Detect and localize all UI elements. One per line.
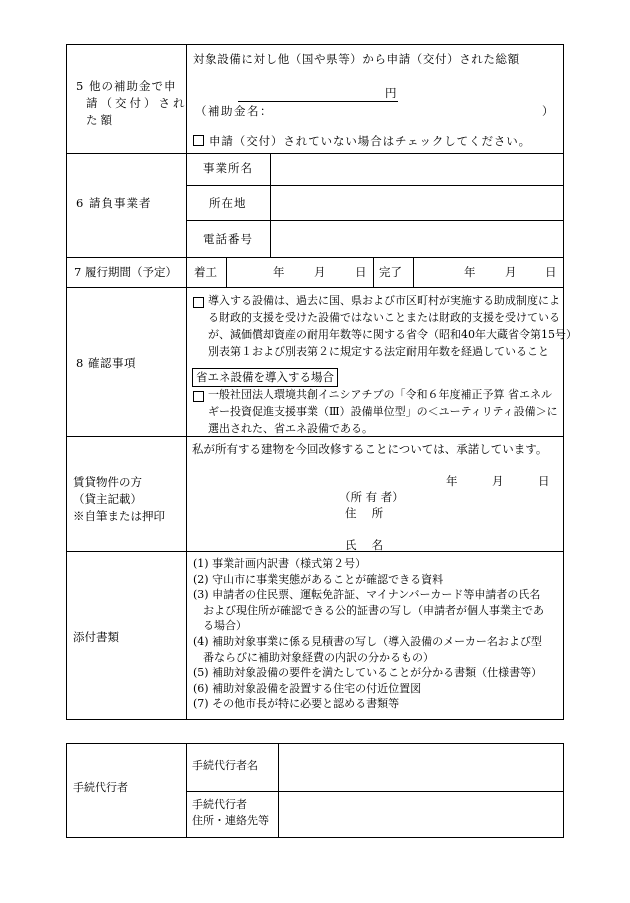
section5-label-line1: 5 他の補助金で申 [76, 79, 177, 93]
owner-label: （所 有 者） [339, 490, 404, 504]
yen-label: 円 [385, 86, 397, 100]
section5-total-text: 対象設備に対し他（国や県等）から申請（交付）された総額 [193, 52, 520, 66]
consent-text: 私が所有する建物を今回改修することについては、承諾しています。 [192, 442, 548, 456]
not-applied-checkbox[interactable] [193, 135, 204, 146]
section6-label: 6 請負事業者 [76, 196, 152, 210]
section5-label-line2: 請（交付）され [86, 96, 188, 110]
attachment-7: (7) その他市長が特に必要と認める書類等 [193, 697, 400, 711]
agent-address-field[interactable] [280, 793, 562, 836]
phone-field[interactable] [272, 222, 562, 256]
agent-name-field[interactable] [280, 745, 562, 790]
agent-address-label: 手続代行者 住所・連絡先等 [192, 798, 269, 827]
start-day: 日 [355, 265, 367, 279]
confirm-item1: 導入する設備は、過去に国、県および市区町村が実施する助成制度によ る財政的支援を受けた設備ではないことまたは財政的支援を受けている が、減価償却資産の耐用年数等に関する省令（昭和40年大蔵省令第15号） 別表第１および別表第２に規定する法定耐用年数を経過していること [208, 294, 577, 358]
attachment-2: (2) 守山市に事業実態があることが確認できる資料 [193, 572, 444, 586]
attachments-list: (1) 事業計画内訳書（様式第２号） (2) 守山市に事業実態があることが確認できる資料 (3) 申請者の住民票、運転免許証、マイナンバーカード等申請者の氏名 および現住所が確認できる公的証書の写し（申請者が個人事業主であ る場合） (4) 補助対象事業に係る見積書の写し（導入設備のメーカー名および型 番ならびに補助対象経費の内訳の分かるもの） (5) 補助対象設備の要件を満たしていることが分かる書類（仕様書等） (6) 補助対象設備を設置する住宅の付近位置図 (7) その他市長が特に必要と認める書類等 [193, 557, 544, 711]
attachments-label: 添付書類 [73, 630, 119, 644]
office-name-label: 事業所名 [203, 161, 253, 175]
subsidy-name-close: ） [542, 104, 554, 118]
rental-year: 年 [446, 474, 458, 488]
location-field[interactable] [272, 187, 562, 219]
start-label: 着工 [194, 265, 217, 279]
attachment-4: (4) 補助対象事業に係る見積書の写し（導入設備のメーカー名および型 [193, 634, 542, 648]
location-label: 所在地 [209, 196, 247, 210]
confirm-item2-checkbox[interactable] [193, 391, 204, 402]
agent-name-label: 手続代行者名 [192, 759, 258, 772]
phone-label: 電話番号 [203, 232, 253, 246]
attachment-6: (6) 補助対象設備を設置する住宅の付近位置図 [193, 681, 422, 695]
start-year: 年 [273, 265, 285, 279]
rental-label: 賃貸物件の方 （貸主記載） ※自筆または押印 [73, 475, 165, 523]
rental-month: 月 [492, 474, 504, 488]
confirm-item1-checkbox[interactable] [193, 297, 204, 308]
rental-day: 日 [538, 474, 550, 488]
confirm-item2: 一般社団法人環境共創イニシアチブの「令和６年度補正予算 省エネル ギー投資促進支援事業（Ⅲ）設備単位型」の＜ユーティリティ設備＞に 選出された、省エネ設備である。 [208, 388, 558, 435]
not-applied-checkbox-row[interactable] [193, 134, 531, 150]
amount-underline [238, 101, 398, 102]
start-month: 月 [314, 265, 326, 279]
attachment-3: (3) 申請者の住民票、運転免許証、マイナンバーカード等申請者の氏名 [193, 588, 541, 602]
owner-name-label: 氏 名 [345, 538, 384, 552]
end-label: 完了 [379, 265, 402, 279]
end-year: 年 [464, 265, 476, 279]
office-name-field[interactable] [272, 155, 562, 184]
section5-label-line3: た額 [86, 113, 115, 127]
section8-label: 8 確認事項 [76, 356, 136, 370]
attachment-5: (5) 補助対象設備の要件を満たしていることが分かる書類（仕様書等） [193, 666, 543, 680]
owner-address-label: 住 所 [345, 506, 384, 520]
subsidy-name-label: （補助金名： [195, 104, 273, 118]
attachment-1: (1) 事業計画内訳書（様式第２号） [193, 557, 367, 570]
agent-label: 手続代行者 [73, 781, 128, 794]
section5-label [76, 78, 188, 129]
end-month: 月 [505, 265, 517, 279]
section7-label: 7 履行期間（予定） [74, 265, 177, 279]
eco-heading: 省エネ設備を導入する場合 [192, 368, 338, 387]
end-day: 日 [545, 265, 557, 279]
not-applied-text: 申請（交付）されていない場合はチェックしてください。 [209, 134, 532, 148]
